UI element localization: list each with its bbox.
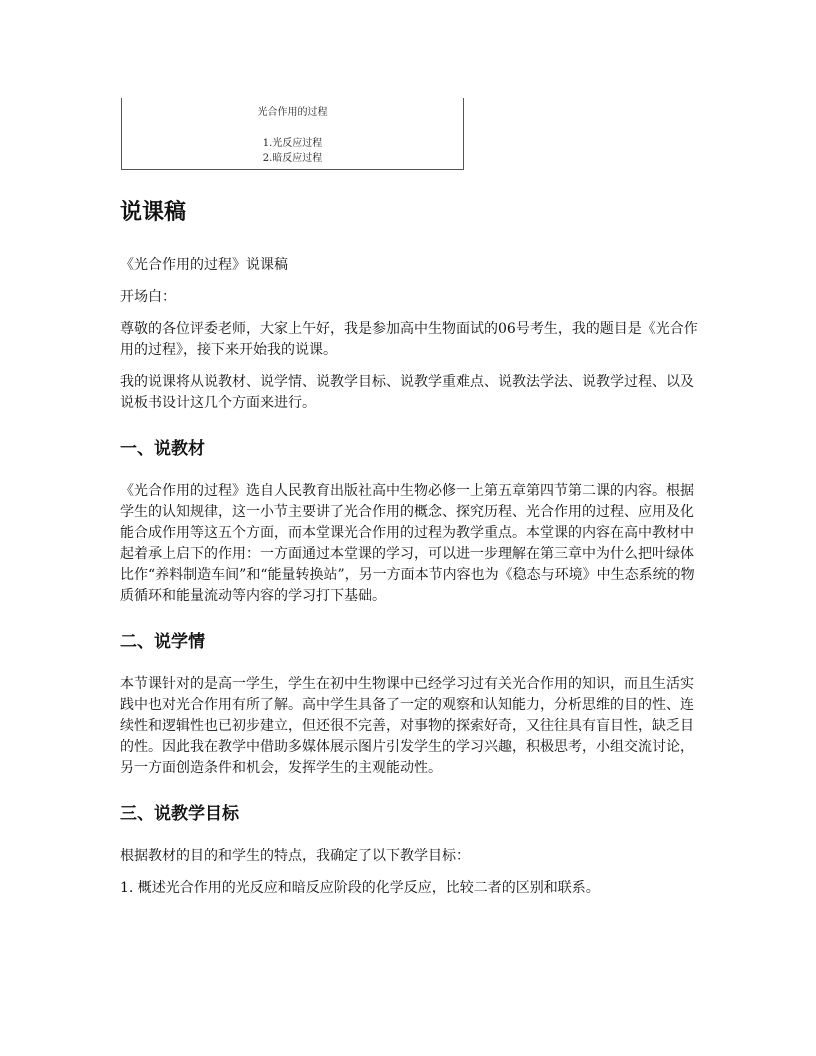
section-textbook-paragraph: 《光合作用的过程》选自人民教育出版社高中生物必修一上第五章第四节第二课的内容。根据学生的认知规律，这一小节主要讲了光合作用的概念、探究历程、光合作用的过程、应用及化能合成作用等这五个方面，而本堂课光合作用的过程为教学重点。本堂课的内容在高中教材中起着承上启下的作用：一方面通过本堂课的学习，可以进一步理解在第三章中为什么把叶绿体比作“养料制造车间”和“能量转换站”，另一方面本节内容也为《稳态与环境》中生态系统的物质循环和能量流动等内容的学习打下基础。 — [120, 483, 695, 604]
board-item-light-reaction: 1.光反应过程 — [262, 138, 323, 149]
section-students-paragraph: 本节课针对的是高一学生，学生在初中生物课中已经学习过有关光合作用的知识，而且生活实践中也对光合作用有所了解。高中学生具备了一定的观察和认知能力，分析思维的目的性、连续性和逻辑性也已初步建立，但还很不完善，对事物的探索好奇，又往往具有盲目性，缺乏目的性。因此我在教学中借助多媒体展示图片引发学生的学习兴趣，积极思考，小组交流讨论，另一方面创造条件和机会，发挥学生的主观能动性。 — [120, 676, 694, 776]
section-heading-goals: 三、说教学目标 — [120, 804, 239, 824]
blackboard-design-box — [121, 98, 464, 170]
goal-item-1: 1. 概述光合作用的光反应和暗反应阶段的化学反应，比较二者的区别和联系。 — [120, 880, 600, 896]
document-title: 说课稿 — [120, 200, 187, 225]
outline-paragraph: 我的说课将从说教材、说学情、说教学目标、说教学重难点、说教法学法、说教学过程、以及说板书设计这几个方面来进行。 — [120, 374, 694, 411]
section-heading-textbook: 一、说教材 — [120, 439, 205, 459]
section-heading-students: 二、说学情 — [120, 632, 205, 652]
section-goals-intro: 根据教材的目的和学生的特点，我确定了以下教学目标： — [120, 848, 470, 864]
opening-label: 开场白： — [120, 289, 176, 305]
board-item-dark-reaction: 2.暗反应过程 — [262, 153, 323, 164]
opening-paragraph: 尊敬的各位评委老师，大家上午好，我是参加高中生物面试的06号考生，我的题目是《光合作用的过程》，接下来开始我的说课。 — [120, 321, 698, 358]
lesson-subtitle: 《光合作用的过程》说课稿 — [120, 257, 288, 273]
document-body — [120, 197, 705, 910]
board-title: 光合作用的过程 — [257, 107, 328, 118]
